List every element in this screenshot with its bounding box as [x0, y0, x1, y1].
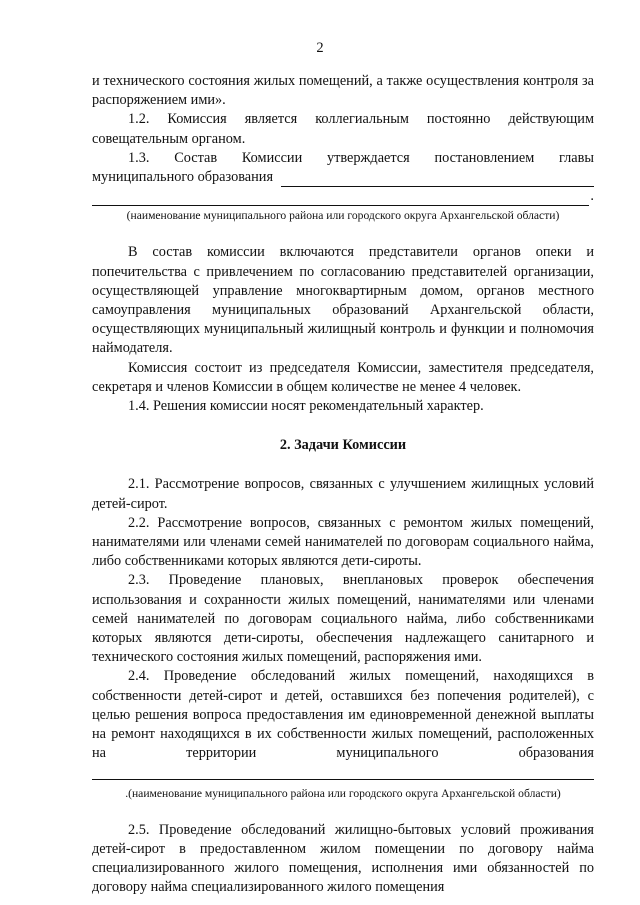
paragraph-2-3: 2.3. Проведение плановых, внеплановых проверок обеспечения использования и сохранности жилых помещений, нанимателями или членами семей нанимателей по договорам социального найма, либо собственниками которых являются дети-сироты, обеспечения надлежащего санитарного и технического состояния жилых помещений, распоряжения ими. — [92, 572, 594, 666]
paragraph-1-2: 1.2. Комиссия является коллегиальным постоянно действующим совещательным органом. — [92, 111, 594, 147]
footnote-municipality-2: .(наименование муниципального района или городского округа Архангельской области) — [125, 786, 561, 800]
paragraph-composition: Комиссия состоит из председателя Комиссии, заместителя председателя, секретаря и членов Комиссии в общем количестве не менее 4 человек. — [92, 359, 594, 395]
document-body — [92, 72, 594, 897]
blank-line — [281, 171, 594, 187]
blank-line — [92, 765, 594, 780]
paragraph-1-4: 1.4. Решения комиссии носят рекомендательный характер. — [128, 398, 484, 415]
page-number: 2 — [316, 40, 324, 56]
paragraph-2-4: 2.4. Проведение обследований жилых помещений, находящихся в собственности детей-сирот и детей, оставшихся без попечения родителей), с целью решения вопроса предоставления им единовременной денежной выплаты на ремонт находящихся в их собственности жилых помещений, расположенных на территории муниципального образования — [92, 668, 594, 762]
paragraph-1-3-line-2 — [92, 187, 594, 206]
footnote-municipality-1: (наименование муниципального района или городского округа Архангельской области) — [126, 209, 560, 223]
paragraph-2-1: 2.1. Рассмотрение вопросов, связанных с улучшением жилищных условий детей-сирот. — [92, 476, 594, 512]
paragraph-1-3: 1.3. Состав Комиссии утверждается постановлением главы — [128, 149, 594, 166]
paragraph-2-2: 2.2. Рассмотрение вопросов, связанных с ремонтом жилых помещений, нанимателями или членами семей нанимателей по договорам социального найма, либо собственниками которых являются дети-сироты. — [92, 514, 594, 570]
section-heading-2: 2. Задачи Комиссии — [279, 437, 407, 454]
paragraph-intro: и технического состояния жилых помещений, а также осуществления контроля за распоряжением ими». — [92, 73, 594, 109]
blank-line — [92, 190, 589, 206]
paragraph-1-3-municipal: муниципального образования — [92, 169, 274, 186]
paragraph-1-3-end: . — [590, 188, 594, 205]
paragraph-2-5: 2.5. Проведение обследований жилищно-бытовых условий проживания детей-сирот в предоставленном жилом помещении по договору найма специализированного жилого помещения, исполнения ими обязанностей по договору найма специализированного жилого помещения — [92, 821, 594, 896]
paragraph-members: В состав комиссии включаются представители органов опеки и попечительства с привлечением по согласованию представителей организации, осуществляющей управление многоквартирным домом, органов местного самоуправления муниципальных образований Архангельской области, осуществляющих муниципальный жилищный контроль и функции и полномочия наймодателя. — [92, 244, 594, 357]
paragraph-1-3-line — [92, 168, 594, 187]
